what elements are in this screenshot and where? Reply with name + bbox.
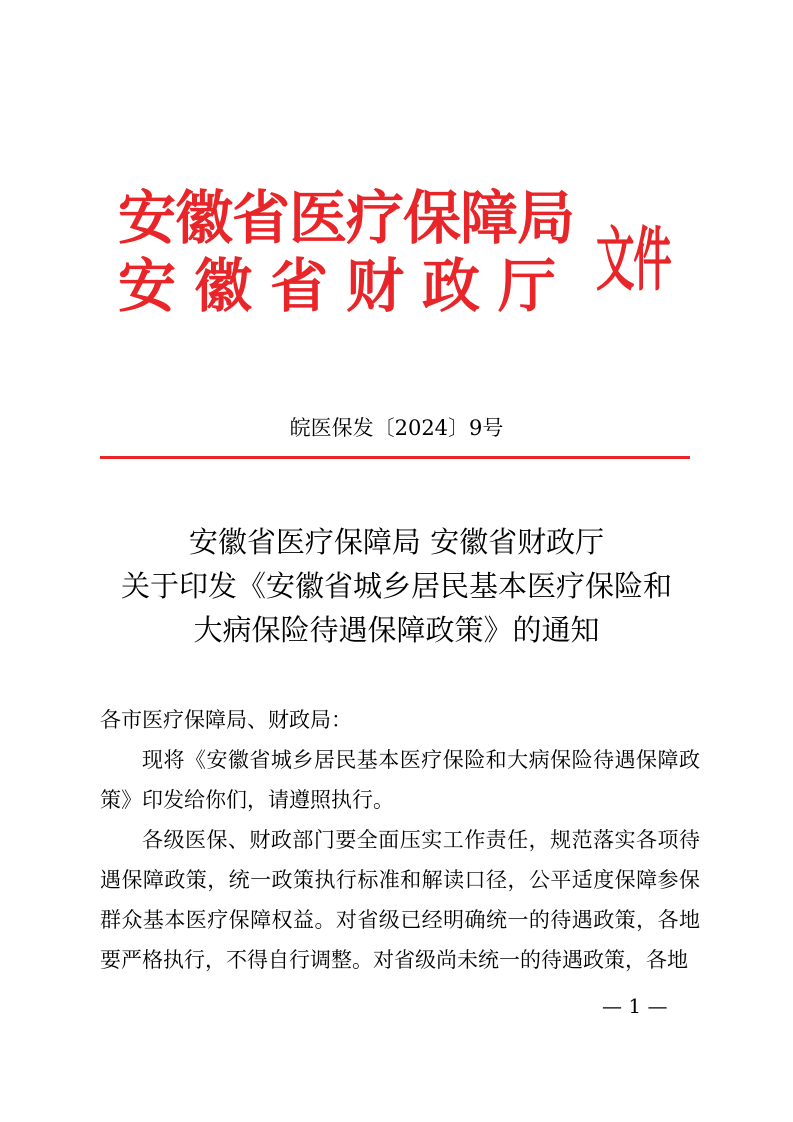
title-line-2: 关于印发《安徽省城乡居民基本医疗保险和 (120, 569, 672, 603)
red-separator-line (100, 456, 690, 459)
paragraph-1: 现将《安徽省城乡居民基本医疗保险和大病保险待遇保障政策》印发给你们，请遵照执行。 (100, 748, 700, 812)
title-line-1: 安徽省医疗保障局 安徽省财政厅 (188, 525, 605, 559)
document-word: 文件 (596, 218, 671, 301)
issuing-org-line-1: 安徽省医疗保障局 (118, 184, 575, 252)
document-body (100, 700, 700, 980)
document-title (0, 520, 793, 652)
document-header (118, 186, 688, 326)
page-number: — 1 — (602, 994, 668, 1018)
issuing-org-line-2: 安徽省财政厅 (118, 252, 575, 320)
title-line-3: 大病保险待遇保障政策》的通知 (193, 613, 600, 647)
paragraph-2: 各级医保、财政部门要全面压实工作责任，规范落实各项待遇保障政策，统一政策执行标准和解读口径，公平适度保障参保群众基本医疗保障权益。对省级已经明确统一的待遇政策，各地要严格执行，不得自行调整。对省级尚未统一的待遇政策，各地 (100, 828, 700, 972)
document-number: 皖医保发〔2024〕9号 (289, 416, 504, 440)
salutation: 各市医疗保障局、财政局： (100, 708, 352, 732)
